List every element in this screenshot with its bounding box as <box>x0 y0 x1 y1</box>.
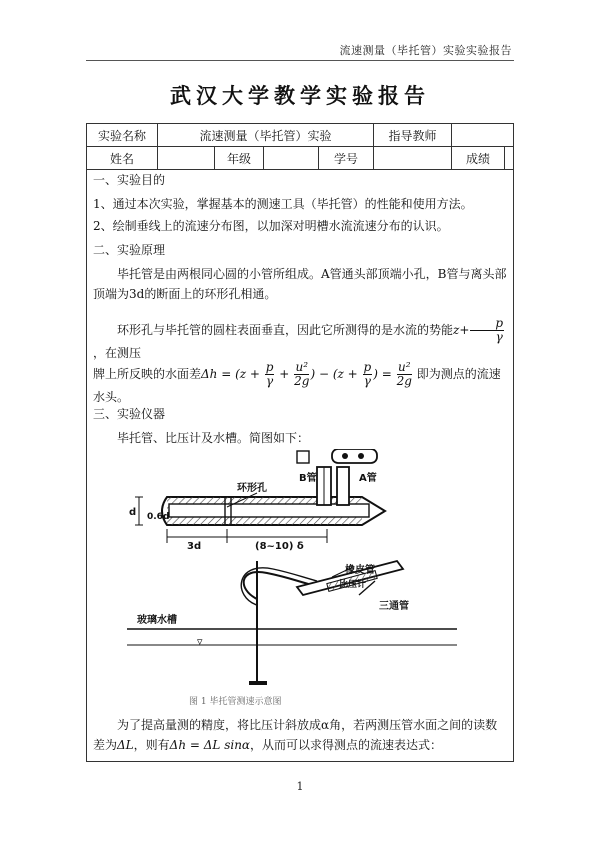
water-level-symbol: ▿ <box>197 635 203 648</box>
apparatus-setup <box>127 561 457 685</box>
experiment-name-value: 流速测量（毕托管）实验 <box>158 124 374 147</box>
b-tube-label: B管 <box>299 473 317 484</box>
page-title: 武汉大学教学实验报告 <box>170 83 430 108</box>
experiment-name-label: 实验名称 <box>87 124 158 147</box>
principle-p3-tail: 即为测点的流速水头。 <box>93 367 501 404</box>
principle-p2-tail: ，在测压 <box>93 346 142 360</box>
principle-p3-text: 牌上所反映的水面差 <box>93 367 202 381</box>
name-value <box>158 147 215 170</box>
info-table <box>86 123 514 170</box>
dim-06d-label: 0.6d <box>147 512 170 522</box>
principle-p2-text: 环形孔与毕托管的圆柱表面垂直，因此它所测得的是水流的势能 <box>117 323 454 337</box>
principle-paragraph-1: 毕托管是由两根同心圆的小管所组成。A管通头部顶端小孔，B管与离头部顶端为3d的断面上的环形孔相通。 <box>93 267 507 301</box>
manometer-label: 比压计 <box>339 580 367 590</box>
header-divider <box>86 60 514 61</box>
score-value <box>505 147 514 170</box>
name-label: 姓名 <box>87 147 158 170</box>
purpose-item-2: 2、绘制垂线上的流速分布图，以加深对明槽水流流速分布的认识。 <box>93 219 449 233</box>
pitot-tube-detail <box>129 449 385 552</box>
pitot-tube-diagram <box>127 449 467 699</box>
purpose-heading: 一、实验目的 <box>93 173 166 187</box>
head-difference-formula: Δh = (z + $\frac{p}{\gamma}$ + $\frac{\text{u²}}{2g}$ ) − (z + $\frac{p}{\gamma}$ ) = $\frac{\text{u²}}{2g}$ <box>201 360 412 388</box>
measurement-paragraph <box>93 715 507 755</box>
apparatus-paragraph: 毕托管、比压计及水槽。简图如下： <box>117 431 310 445</box>
student-id-value <box>374 147 452 170</box>
principle-heading: 二、实验原理 <box>93 243 166 257</box>
principle-paragraph-2 <box>93 317 507 362</box>
info-row-1 <box>87 124 514 147</box>
report-body <box>86 169 514 762</box>
dim-3d-label: 3d <box>187 541 202 552</box>
info-row-2 <box>87 147 514 170</box>
rubber-tube-label: 橡皮管 <box>345 565 375 576</box>
figure-caption: 图 1 毕托管测速示意图 <box>189 697 282 707</box>
page-number: 1 <box>296 780 304 793</box>
principle-paragraph-3 <box>93 361 507 406</box>
purpose-item-1: 1、通过本次实验，掌握基本的测速工具（毕托管）的性能和使用方法。 <box>93 197 473 211</box>
measure-text: 为了提高量测的精度，将比压计斜放成α角，若两测压管水面之间的读数差为 <box>93 718 498 752</box>
three-way-label: 三通管 <box>379 601 409 612</box>
measure-text-2: ，则有 <box>133 738 170 752</box>
measure-text-3: ，从而可以求得测点的流速表达式： <box>250 738 443 752</box>
student-id-label: 学号 <box>319 147 374 170</box>
grade-label: 年级 <box>215 147 264 170</box>
dim-8-10d-label: (8~10) δ <box>255 541 304 552</box>
running-header: 流速测量（毕托管）实验实验报告 <box>339 44 512 57</box>
apparatus-heading: 三、实验仪器 <box>93 407 166 421</box>
incline-formula: Δh = ΔL sinα <box>169 738 251 752</box>
instructor-value <box>452 124 514 147</box>
dim-d-label: d <box>129 507 137 518</box>
score-label: 成绩 <box>452 147 505 170</box>
glass-tank-label: 玻璃水槽 <box>137 615 177 626</box>
grade-value <box>264 147 319 170</box>
a-tube-label: A管 <box>359 473 377 484</box>
ring-hole-label: 环形孔 <box>237 483 267 494</box>
delta-l-symbol: ΔL <box>117 738 134 752</box>
potential-energy-formula: z+ $\frac{p}{\gamma}$ <box>453 316 504 344</box>
instructor-label: 指导教师 <box>374 124 452 147</box>
